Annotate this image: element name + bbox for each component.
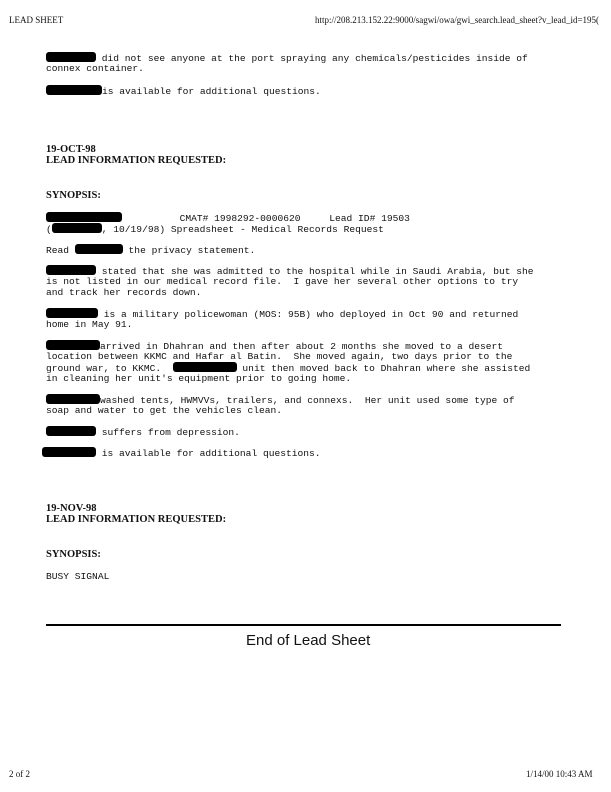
para-4-line-2: soap and water to get the vehicles clean. [46, 405, 283, 416]
cmat-line: CMAT# 1998292-0000620 Lead ID# 19503 [46, 212, 410, 224]
top-line-1b: connex container. [46, 63, 144, 74]
divider [46, 624, 561, 626]
redaction [46, 394, 100, 404]
redaction [46, 212, 122, 222]
end-of-lead-sheet: End of Lead Sheet [246, 632, 371, 649]
para-2-line-1: is a military policewoman (MOS: 95B) who deployed in Oct 90 and returned [46, 308, 518, 320]
spreadsheet-line: ( , 10/19/98) Spreadsheet - Medical Records Request [46, 224, 384, 235]
read-line: Read the privacy statement. [46, 245, 256, 256]
redaction [173, 362, 237, 372]
para-5: suffers from depression. [46, 426, 240, 438]
top-line-2: is available for additional questions. [46, 85, 321, 97]
header-url: http://208.213.152.22:9000/sagwi/owa/gwi_search.lead_sheet?v_lead_id=195( [315, 15, 600, 25]
redaction [46, 52, 96, 62]
redaction [46, 85, 102, 95]
lead-info-heading: LEAD INFORMATION REQUESTED: [46, 514, 227, 525]
redaction [46, 426, 96, 436]
redaction [52, 223, 102, 233]
para-2-line-2: home in May 91. [46, 319, 133, 330]
redaction [42, 447, 96, 457]
synopsis-heading: SYNOPSIS: [46, 549, 101, 560]
para-6: is available for additional questions. [42, 447, 321, 459]
redaction [46, 308, 98, 318]
para-3-line-2: location between KKMC and Hafar al Batin. She moved again, two days prior to the [46, 351, 513, 362]
redaction [46, 265, 96, 275]
para-1-line-1: stated that she was admitted to the hospital while in Saudi Arabia, but she [46, 265, 534, 277]
para-1-line-2: is not listed in our medical record file. I gave her several other options to try [46, 276, 519, 287]
synopsis-heading: SYNOPSIS: [46, 190, 101, 201]
top-line-1: did not see anyone at the port spraying any chemicals/pesticides inside of [46, 52, 528, 64]
synopsis-body: BUSY SIGNAL [46, 571, 110, 582]
para-1-line-3: and track her records down. [46, 287, 202, 298]
header-title: LEAD SHEET [9, 15, 64, 25]
para-3-line-1: arrived in Dhahran and then after about 2 months she moved to a desert [46, 340, 503, 352]
footer-datetime: 1/14/00 10:43 AM [526, 769, 593, 779]
para-3-line-3: ground war, to KKMC. unit then moved back to Dhahran where she assisted [46, 363, 531, 374]
redaction [75, 244, 123, 254]
para-3-line-4: in cleaning her unit's equipment prior to going home. [46, 373, 352, 384]
entry-date: 19-NOV-98 [46, 503, 97, 514]
para-4-line-1: washed tents, HWMVVs, trailers, and connexs. Her unit used some type of [46, 394, 515, 406]
lead-info-heading: LEAD INFORMATION REQUESTED: [46, 155, 227, 166]
redaction [46, 340, 100, 350]
entry-date: 19-OCT-98 [46, 144, 96, 155]
page-number: 2 of 2 [9, 769, 30, 779]
